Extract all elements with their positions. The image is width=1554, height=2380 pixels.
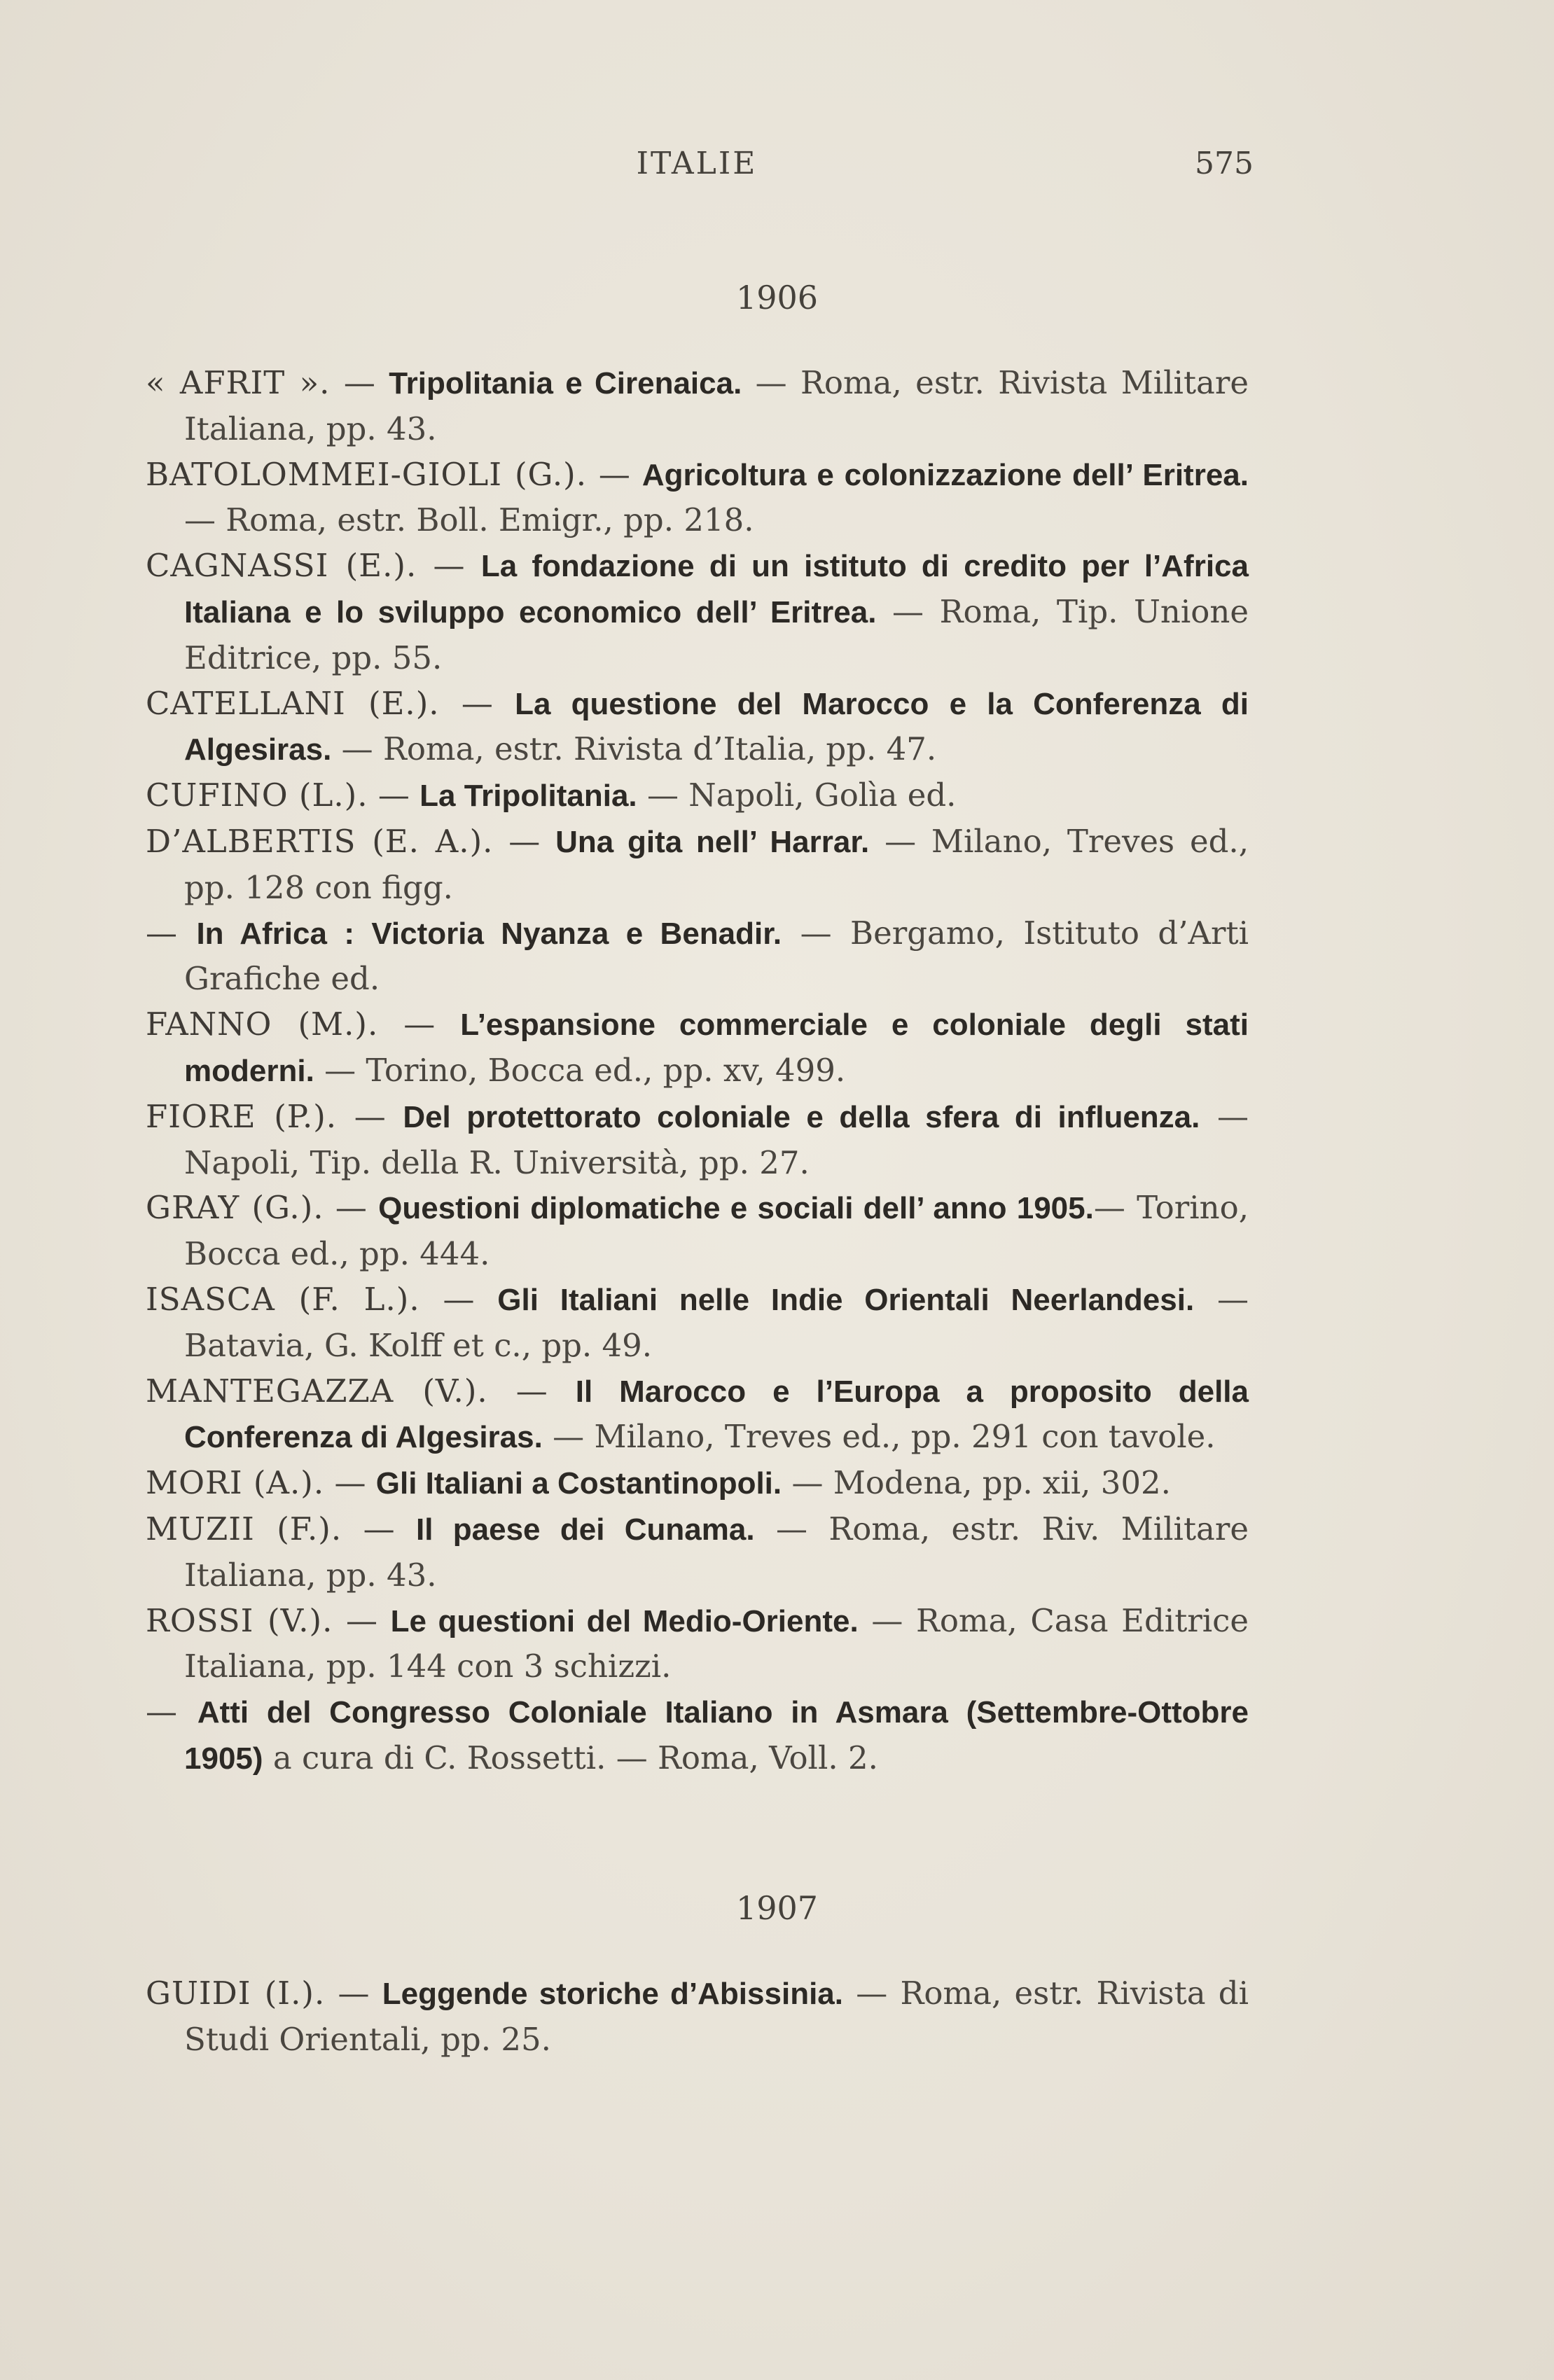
entry-title: Gli Italiani nelle Indie Orientali Neerlandesi. [497, 1282, 1195, 1317]
entry-title: Gli Italiani a Costantinopoli. [375, 1466, 782, 1501]
bib-entry [146, 1002, 1249, 1094]
entry-author: « AFRIT ». [146, 364, 331, 401]
bibliography-list [146, 1971, 1249, 2063]
page-number: 575 [1195, 146, 1254, 181]
bib-entry [146, 543, 1249, 681]
entry-title: In Africa : Victoria Nyanza e Benadir. [196, 916, 782, 951]
entry-title: Le questioni del Medio-Oriente. [390, 1603, 859, 1638]
entry-author: GRAY (G.). [146, 1189, 324, 1227]
entry-author: MUZII (F.). [146, 1510, 342, 1547]
entry-separator: — [325, 1975, 382, 2012]
entry-author: CATELLANI (E.). [146, 684, 440, 722]
entry-title: L’espansione commerciale e coloniale degli stati moderni. [184, 1008, 1249, 1088]
entry-details: a cura di C. Rossetti. — Roma, Voll. 2. [263, 1739, 878, 1776]
entry-separator: — [439, 684, 515, 722]
entry-title: Agricoltura e colonizzazione dell’ Eritrea. [641, 457, 1249, 492]
entry-details: — Bergamo, Istituto d’Arti Grafiche ed. [184, 914, 1249, 998]
year-heading: 1906 [735, 279, 819, 316]
entry-details: — Torino, Bocca ed., pp. 444. [184, 1189, 1249, 1273]
running-head [140, 146, 1254, 195]
entry-author: D’ALBERTIS (E. A.). [146, 822, 494, 860]
entry-separator [178, 1693, 197, 1730]
running-title: ITALIE [636, 146, 758, 181]
entry-author: MANTEGAZZA (V.). [146, 1372, 488, 1410]
entry-separator: — [324, 1189, 379, 1227]
entry-details: — Modena, pp. xii, 302. [782, 1464, 1171, 1502]
entry-title: Atti del Congresso Coloniale Italiano in Asmara (Settembre-Ottobre 1905) [184, 1695, 1249, 1776]
entry-title: Leggende storiche d’Abissinia. [382, 1977, 843, 2011]
entry-details: — Milano, Treves ed., pp. 128 con figg. [184, 822, 1249, 906]
bib-entry [146, 1185, 1249, 1277]
entry-details: — Roma, estr. Riv. Militare Italiana, pp. 43. [184, 1510, 1249, 1594]
bib-entry [146, 1461, 1249, 1507]
entry-title: Il Marocco e l’Europa a proposito della Conferenza di Algesiras. [184, 1374, 1249, 1455]
entry-separator: — [342, 1510, 416, 1547]
entry-author: ISASCA (F. L.). [146, 1280, 420, 1318]
entry-details: — Batavia, G. Kolff et c., pp. 49. [184, 1280, 1249, 1364]
entry-details: — Napoli, Golìa ed. [637, 777, 957, 814]
entry-separator: — [378, 1005, 461, 1043]
bib-entry [146, 1599, 1249, 1690]
entry-separator: — [330, 364, 389, 401]
entry-separator [178, 914, 196, 952]
entry-title: Questioni diplomatiche e sociali dell’ anno 1905. [378, 1191, 1094, 1226]
entry-separator: — [493, 822, 556, 860]
entry-separator: — [487, 1372, 576, 1410]
entry-details: — Roma, estr. Boll. Emigr., pp. 218. [184, 501, 754, 539]
entry-title: La Tripolitania. [419, 779, 637, 814]
year-heading: 1907 [735, 1889, 819, 1927]
bib-entry [146, 1369, 1249, 1461]
entry-author: ROSSI (V.). [146, 1601, 333, 1639]
bibliography-list [146, 361, 1249, 1782]
entry-author: GUIDI (I.). [146, 1975, 326, 2012]
entry-separator: — [368, 777, 420, 814]
bib-entry [146, 361, 1249, 452]
bib-entry [146, 773, 1249, 819]
entry-author: — [146, 914, 178, 952]
entry-author: MORI (A.). [146, 1464, 325, 1502]
bib-entry [146, 1094, 1249, 1186]
entry-author: — [146, 1693, 178, 1731]
bib-entry [146, 1971, 1249, 2063]
bib-entry [146, 1507, 1249, 1599]
entry-title: Il paese dei Cunama. [415, 1512, 755, 1547]
entry-details: — Roma, Tip. Unione Editrice, pp. 55. [184, 592, 1249, 676]
entry-title: Una gita nell’ Harrar. [555, 824, 870, 859]
entry-separator: — [419, 1280, 498, 1318]
entry-separator: — [337, 1097, 403, 1135]
entry-details: — Roma, estr. Rivista di Studi Orientali, pp. 25. [184, 1975, 1249, 2058]
entry-details: — Torino, Bocca ed., pp. xv, 499. [314, 1051, 846, 1089]
entry-separator: — [324, 1464, 376, 1502]
bib-entry [146, 911, 1249, 1003]
entry-author: FIORE (P.). [146, 1097, 338, 1135]
entry-author: CUFINO (L.). [146, 777, 368, 814]
bib-entry [146, 681, 1249, 774]
bib-entry [146, 1690, 1249, 1782]
entry-author: BATOLOMMEI-GIOLI (G.). [146, 455, 588, 493]
bib-entry [146, 819, 1249, 911]
entry-title: Tripolitania e Cirenaica. [389, 366, 742, 401]
entry-author: CAGNASSI (E.). [146, 547, 417, 585]
bib-entry [146, 452, 1249, 544]
entry-separator: — [417, 547, 481, 585]
entry-separator: — [333, 1601, 391, 1639]
bib-entry [146, 1277, 1249, 1369]
entry-title: La questione del Marocco e la Conferenza di Algesiras. [184, 686, 1249, 767]
entry-details: — Roma, estr. Rivista d’Italia, pp. 47. [331, 730, 937, 768]
entry-details: — Roma, estr. Rivista Militare Italiana, pp. 43. [184, 364, 1249, 447]
entry-title: La fondazione di un istituto di credito per l’Africa Italiana e lo sviluppo economico dell’ Eritrea. [184, 549, 1249, 629]
entry-author: FANNO (M.). [146, 1005, 379, 1043]
entry-details: — Milano, Treves ed., pp. 291 con tavole. [542, 1418, 1216, 1456]
entry-title: Del protettorato coloniale e della sfera di influenza. [403, 1099, 1200, 1134]
entry-details: — Roma, Casa Editrice Italiana, pp. 144 con 3 schizzi. [184, 1601, 1249, 1685]
entry-details: — Napoli, Tip. della R. Università, pp. 27. [184, 1097, 1249, 1181]
entry-separator: — [587, 455, 642, 493]
